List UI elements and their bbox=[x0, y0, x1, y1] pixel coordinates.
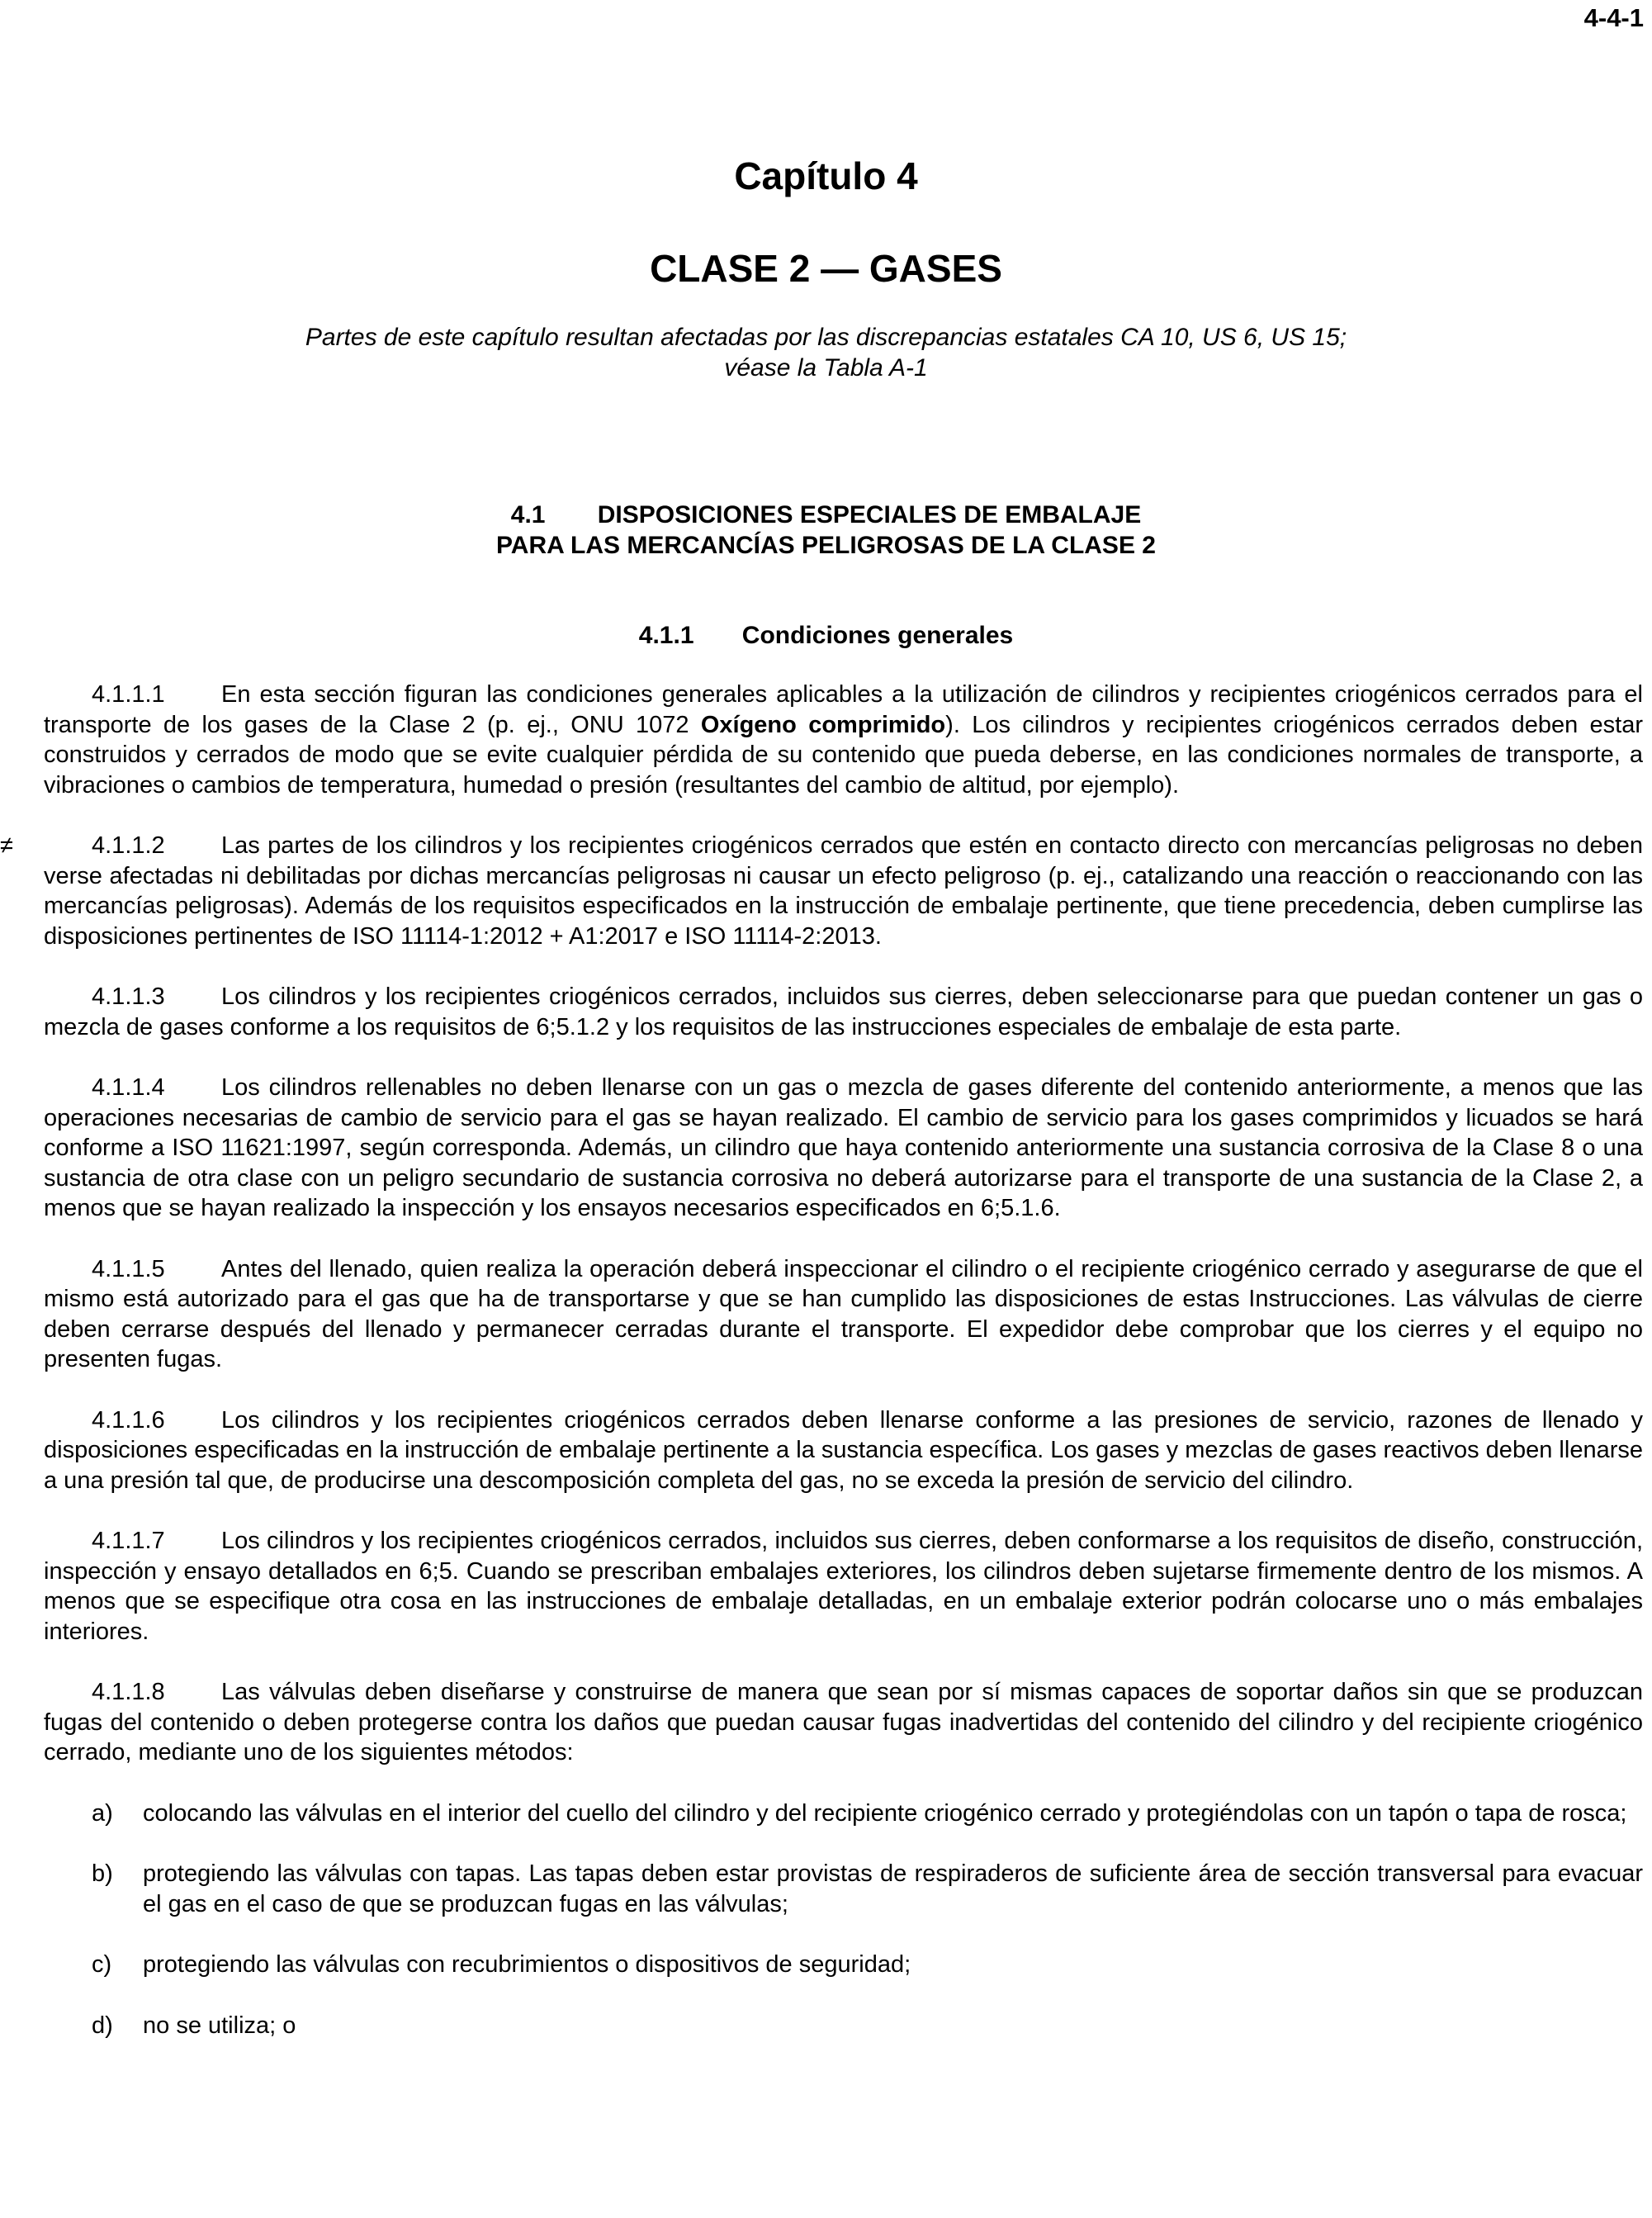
substance-name: Oxígeno comprimido bbox=[700, 711, 946, 738]
section-heading bbox=[0, 500, 1652, 561]
change-mark: ≠ bbox=[0, 832, 13, 859]
paragraph-number: 4.1.1.1 bbox=[92, 681, 165, 708]
section-number: 4.1 bbox=[510, 501, 546, 528]
class-title: CLASE 2 — GASES bbox=[650, 247, 1002, 290]
list-item bbox=[44, 1950, 1643, 1980]
paragraph-text: Los cilindros rellenables no deben llenarse con un gas o mezcla de gases diferente del contenido anteriormente, a menos que las operaciones necesarias de cambio de servicio para el gas se hayan realizado. El cambio de servicio para los gases comprimidos y licuados se hará conforme a ISO 11621:1997, según corresponda. Además, un cilindro que haya contenido anteriormente una sustancia corrosiva de la Clase 8 o una sustancia de otra clase con un peligro secundario de sustancia corrosiva no deberá autorizarse para el transporte de una sustancia de la Clase 2, a menos que se hayan realizado la inspección y los ensayos necesarios especificados en 6;5.1.6. bbox=[44, 1074, 1643, 1221]
paragraph-4-1-1-1 bbox=[44, 680, 1643, 800]
discrepancy-note bbox=[0, 322, 1652, 383]
list-item bbox=[44, 1799, 1643, 1829]
paragraph-text: Antes del llenado, quien realiza la operación deberá inspeccionar el cilindro o el recipiente criogénico cerrado y asegurarse de que el mismo está autorizado para el gas que ha de transportarse y que se han cumplido las disposiciones de estas Instrucciones. Las válvulas de cierre deben cerrarse después del llenado y permanecer cerradas durante el transporte. El expedidor debe comprobar que los cierres y el equipo no presenten fugas. bbox=[44, 1255, 1643, 1372]
list-letter: a) bbox=[92, 1799, 113, 1827]
list-item-text: colocando las válvulas en el interior del cuello del cilindro y del recipiente criogénico cerrado y protegiéndolas con un tapón o tapa de rosca; bbox=[143, 1799, 1627, 1827]
paragraph-4-1-1-7 bbox=[44, 1526, 1643, 1647]
valve-protection-methods-list bbox=[44, 1799, 1643, 2041]
list-letter: b) bbox=[92, 1860, 113, 1887]
paragraph-4-1-1-3 bbox=[44, 982, 1643, 1042]
subsection-title: Condiciones generales bbox=[741, 622, 1014, 649]
paragraph-4-1-1-5 bbox=[44, 1254, 1643, 1375]
subsection-heading bbox=[0, 622, 1652, 650]
paragraph-text: Los cilindros y los recipientes criogénicos cerrados, incluidos sus cierres, deben conformarse a los requisitos de diseño, construcción, inspección y ensayo detallados en 6;5. Cuando se prescriban embalajes exteriores, los cilindros deben sujetarse firmemente dentro de los mismos. A menos que se especifique otra cosa en las instrucciones de embalaje detalladas, en un embalaje exterior podrán colocarse uno o más embalajes interiores. bbox=[44, 1528, 1643, 1645]
discrepancy-note-line-2: véase la Tabla A-1 bbox=[724, 354, 928, 382]
paragraph-4-1-1-2 bbox=[0, 831, 1643, 951]
paragraph-text: En esta sección figuran las condiciones generales aplicables a la utilización de cilindros y recipientes criogénicos cerrados para el transporte de los gases de la Clase 2 (p. ej., ONU 1072 bbox=[44, 681, 1643, 738]
paragraph-number: 4.1.1.8 bbox=[92, 1679, 165, 1705]
document-body bbox=[0, 680, 1644, 2071]
paragraph-4-1-1-4 bbox=[44, 1073, 1643, 1224]
section-title-line-2: PARA LAS MERCANCÍAS PELIGROSAS DE LA CLASE 2 bbox=[496, 532, 1156, 559]
list-item-text: protegiendo las válvulas con tapas. Las tapas deben estar provistas de respiraderos de suficiente área de sección transversal para evacuar el gas en el caso de que se produzcan fugas en las válvulas; bbox=[143, 1860, 1643, 1917]
paragraph-number: 4.1.1.3 bbox=[92, 983, 165, 1010]
paragraph-text: Las partes de los cilindros y los recipientes criogénicos cerrados que estén en contacto directo con mercancías peligrosas no deben verse afectadas ni debilitadas por dichas mercancías peligrosas ni causar un efecto peligroso (p. ej., catalizando una reacción o reaccionando con las mercancías peligrosas). Además de los requisitos especificados en la instrucción de embalaje pertinente, que tiene precedencia, deben cumplirse las disposiciones pertinentes de ISO 11114-1:2012 + A1:2017 e ISO 11114-2:2013. bbox=[44, 832, 1643, 950]
paragraph-number: 4.1.1.5 bbox=[92, 1255, 165, 1282]
paragraph-text: Las válvulas deben diseñarse y construirse de manera que sean por sí mismas capaces de soportar daños sin que se produzcan fugas del contenido o deben protegerse contra los daños que puedan causar fugas inadvertidas del contenido del cilindro y del recipiente criogénico cerrado, mediante uno de los siguientes métodos: bbox=[44, 1679, 1643, 1765]
section-title-line-1: DISPOSICIONES ESPECIALES DE EMBALAJE bbox=[597, 501, 1142, 528]
paragraph-4-1-1-6 bbox=[44, 1405, 1643, 1496]
paragraph-number: 4.1.1.4 bbox=[92, 1074, 165, 1101]
chapter-title: Capítulo 4 bbox=[734, 154, 918, 197]
list-letter: c) bbox=[92, 1951, 112, 1978]
paragraph-number: 4.1.1.6 bbox=[92, 1406, 165, 1434]
discrepancy-note-line-1: Partes de este capítulo resultan afectadas por las discrepancias estatales CA 10, US 6, US 15; bbox=[305, 324, 1347, 351]
paragraph-text: Los cilindros y los recipientes criogénicos cerrados, incluidos sus cierres, deben seleccionarse para que puedan contener un gas o mezcla de gases conforme a los requisitos de 6;5.1.2 y los requisitos de las instrucciones especiales de embalaje de esta parte. bbox=[44, 983, 1643, 1040]
list-letter: d) bbox=[92, 2012, 113, 2039]
list-item bbox=[44, 2011, 1643, 2041]
list-item-text: protegiendo las válvulas con recubrimientos o dispositivos de seguridad; bbox=[143, 1951, 911, 1978]
section-heading-line-1 bbox=[0, 500, 1652, 530]
paragraph-text-continued: ). Los cilindros y recipientes criogénicos cerrados deben estar construidos y cerrados de modo que se evite cualquier pérdida de su contenido que pueda deberse, en las condiciones normales de transporte, a vibraciones o cambios de temperatura, humedad o presión (resultantes del cambio de altitud, por ejemplo). bbox=[44, 711, 1644, 799]
paragraph-text: Los cilindros y los recipientes criogénicos cerrados deben llenarse conforme a las presiones de servicio, razones de llenado y disposiciones especificadas en la instrucción de embalaje pertinente a la sustancia específica. Los gases y mezclas de gases reactivos deben llenarse a una presión tal que, de producirse una descomposición completa del gas, no se exceda la presión de servicio del cilindro. bbox=[44, 1406, 1643, 1494]
paragraph-number: 4.1.1.7 bbox=[92, 1528, 165, 1554]
page-number: 4-4-1 bbox=[1583, 3, 1644, 32]
list-item-text: no se utiliza; o bbox=[143, 2012, 296, 2039]
list-item bbox=[44, 1859, 1643, 1919]
paragraph-number: 4.1.1.2 bbox=[92, 832, 165, 859]
paragraph-4-1-1-8 bbox=[44, 1677, 1643, 1768]
subsection-number: 4.1.1 bbox=[638, 622, 694, 649]
